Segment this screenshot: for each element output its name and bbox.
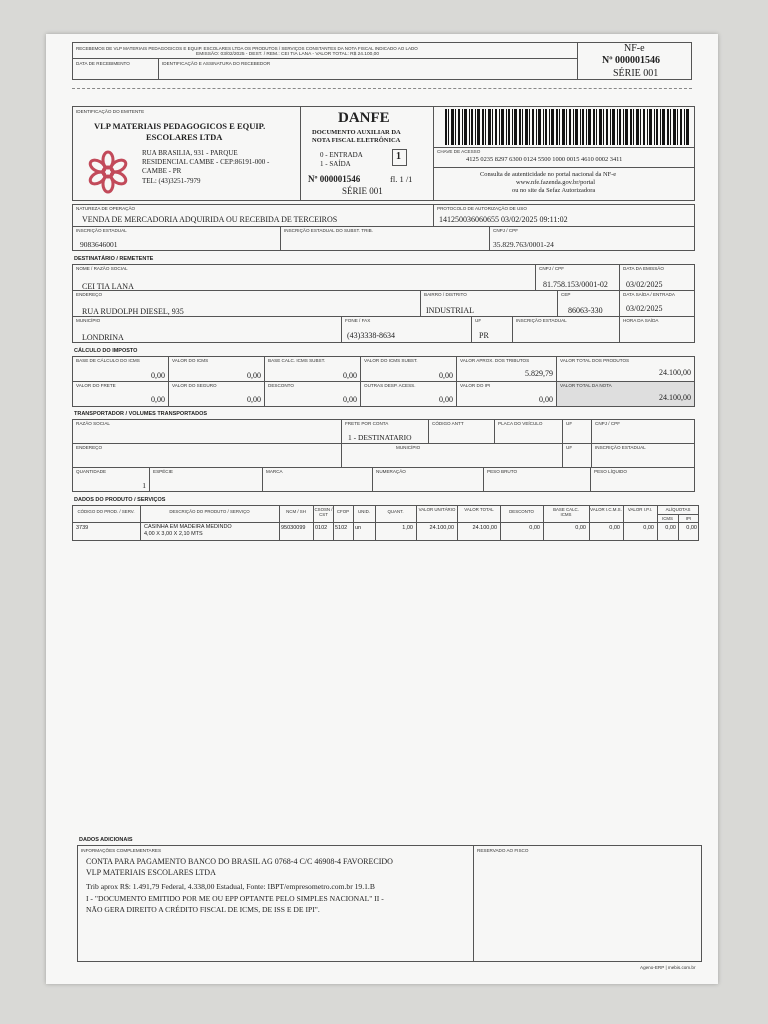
- row-cfop: 5102: [335, 525, 348, 531]
- col-aliq-ipi: IPI: [685, 516, 692, 521]
- cnpj-value: 35.829.763/0001-24: [493, 240, 554, 249]
- row-ipi: 0,00: [643, 525, 654, 531]
- tr-net-label: PESO LÍQUIDO: [594, 469, 627, 474]
- tr-uf-label: UF: [566, 421, 573, 426]
- rec-uf-label: UF: [475, 318, 482, 323]
- tax-freight-label: VALOR DO FRETE: [76, 383, 116, 388]
- tax-approx-label: VALOR APROX. DOS TRIBUTOS: [460, 358, 530, 363]
- tr-gross-label: PESO BRUTO: [487, 469, 518, 474]
- nature-label: NATUREZA DE OPERAÇÃO: [76, 206, 136, 211]
- row-ncm: 95030099: [281, 525, 306, 531]
- rec-district-label: BAIRRO / DISTRITO: [424, 292, 467, 297]
- tax-insurance: 0,00: [247, 395, 261, 404]
- tr-name-label: RAZÃO SOCIAL: [76, 421, 110, 426]
- danfe-series: SÉRIE 001: [342, 186, 383, 196]
- tr-qty: 1: [142, 481, 146, 490]
- access-key: 4125 0235 8297 6300 0124 5500 1000 0015 4610 0002 3411: [466, 156, 623, 163]
- tax-base-icms-label: BASE DE CÁLCULO DO ICMS: [76, 358, 140, 363]
- reserved-label: RESERVADO AO FISCO: [477, 848, 529, 853]
- issuer-name-line1: VLP MATERIAIS PEDAGOGICOS E EQUIP.: [94, 121, 266, 131]
- tax-approx: 5.829,79: [525, 369, 553, 378]
- row-base: 0,00: [575, 525, 586, 531]
- additional-info-label: INFORMAÇÕES COMPLEMENTARES: [81, 848, 162, 853]
- rec-emission-label: DATA DA EMISSÃO: [623, 266, 664, 271]
- col-code: CÓDIGO DO PROD. / SERV.: [77, 509, 135, 514]
- col-unit-value: VALOR UNITÁRIO: [418, 507, 456, 512]
- rec-exit-label: DATA SAÍDA / ENTRADA: [623, 292, 675, 297]
- tax-ipi: 0,00: [539, 395, 553, 404]
- access-consult3: ou no site da Sefaz Autorizadora: [512, 187, 596, 194]
- rec-address: RUA RUDOLPH DIESEL, 935: [82, 307, 184, 316]
- tr-uf2-label: UF: [566, 445, 573, 450]
- cnpj-label: CNPJ / CPF: [493, 228, 519, 233]
- rec-cnpj-label: CNPJ / CPF: [539, 266, 565, 271]
- col-base: BASE CALC. ICMS: [553, 507, 579, 517]
- tax-icms: 0,00: [247, 371, 261, 380]
- tax-other-label: OUTRAS DESP. ACESS.: [364, 383, 416, 388]
- receipt-header-line2: EMISSÃO: 03/02/2025 - DEST. / REM.: CEI TIA LANA - VALOR TOTAL: R$ 24.100,00: [196, 52, 379, 57]
- col-aliq-icms: ICMS: [662, 516, 673, 521]
- receipt-header-line1: RECEBEMOS DE VLP MATERIAIS PEDAGOGICOS E EQUIP. ESCOLARES LTDA OS PRODUTOS / SERVIÇOS CONSTANTES DA NOTA FISCAL INDICADO AO LADO: [76, 46, 418, 51]
- row-unit-value: 24.100,00: [429, 525, 454, 531]
- cut-line: [72, 88, 692, 89]
- tr-brand-label: MARCA: [266, 469, 283, 474]
- col-unit: UNID.: [358, 509, 370, 514]
- danfe-exit: 1 - SAÍDA: [320, 160, 351, 168]
- row-aliq-ipi: 0,00: [686, 525, 697, 531]
- rec-name-label: NOME / RAZÃO SOCIAL: [76, 266, 128, 271]
- issuer-addr-line1: RUA BRASILIA, 931 - PARQUE: [142, 149, 238, 157]
- tax-total: 24.100,00: [659, 393, 691, 402]
- rec-emission: 03/02/2025: [626, 280, 663, 289]
- additional-line2: VLP MATERIAIS ESCOLARES LTDA: [86, 868, 216, 877]
- rec-phone: (43)3338-8634: [347, 331, 395, 340]
- danfe-title: DANFE: [338, 110, 390, 126]
- col-discount: DESCONTO: [509, 509, 534, 514]
- receipt-nfe-series: SÉRIE 001: [613, 68, 659, 79]
- tax-icms-label: VALOR DO ICMS: [172, 358, 209, 363]
- rec-ie-label: INSCRIÇÃO ESTADUAL: [516, 318, 567, 323]
- rec-cep-label: CEP: [561, 292, 571, 297]
- tax-products-label: VALOR TOTAL DOS PRODUTOS: [560, 358, 630, 363]
- issuer-logo-icon: [85, 149, 131, 195]
- issuer-name-line2: ESCOLARES LTDA: [146, 132, 223, 142]
- tr-cnpj-label: CNPJ / CPF: [595, 421, 621, 426]
- tax-other: 0,00: [439, 395, 453, 404]
- rec-district: INDUSTRIAL: [426, 306, 474, 315]
- row-unit: un: [355, 525, 362, 531]
- ie-st-label: INSCRIÇÃO ESTADUAL DO SUBST. TRIB.: [284, 228, 373, 233]
- access-consult1: Consulta de autenticidade no portal nacional da NF-e: [480, 171, 617, 178]
- tr-ie-label: INSCRIÇÃO ESTADUAL: [595, 445, 646, 450]
- row-cst: 0102: [315, 525, 328, 531]
- row-discount: 0,00: [529, 525, 540, 531]
- row-aliq-icms: 0,00: [665, 525, 676, 531]
- rec-phone-label: FONE / FAX: [345, 318, 371, 323]
- rec-cnpj: 81.758.153/0001-02: [543, 280, 608, 289]
- receipt-date-label: DATA DE RECEBIMENTO: [76, 61, 130, 66]
- rec-name: CEI TIA LANA: [82, 282, 134, 291]
- transport-section: TRANSPORTADOR / VOLUMES TRANSPORTADOS: [74, 411, 208, 417]
- row-qty: 1,00: [402, 525, 413, 531]
- danfe-page: [46, 34, 718, 984]
- tax-base-st-label: BASE CALC. ICMS SUBST.: [268, 358, 326, 363]
- ie-label: INSCRIÇÃO ESTADUAL: [76, 228, 127, 233]
- tax-base-icms: 0,00: [151, 371, 165, 380]
- col-cst: CSOSN / CST: [314, 507, 333, 517]
- issuer-addr-line4: TEL: (43)3251-7979: [142, 177, 201, 185]
- receipt-nfe-label: NF-e: [624, 43, 645, 54]
- col-aliq: ALÍQUOTAS: [665, 507, 691, 512]
- rec-city: LONDRINA: [82, 333, 124, 342]
- additional-line3: Trib aprox R$: 1.491,79 Federal, 4.338,00 Estadual, Fonte: IBPT/empresometro.com.br 19.1.B: [86, 882, 375, 891]
- barcode-icon: [445, 109, 691, 145]
- danfe-number: Nº 000001546: [308, 174, 361, 184]
- danfe-type-value: 1: [396, 151, 401, 162]
- tr-plate-label: PLACA DO VEÍCULO: [498, 421, 543, 426]
- tax-discount: 0,00: [343, 395, 357, 404]
- tr-antt-label: CÓDIGO ANTT: [432, 421, 464, 426]
- footer-credit: Ageno-ERP | mebis.com.br: [640, 965, 696, 970]
- rec-exit-date: 03/02/2025: [626, 304, 663, 313]
- additional-line5: NÃO GERA DIREITO A CRÉDITO FISCAL DE ICMS, DE ISS E DE IPI".: [86, 905, 320, 914]
- tr-qty-label: QUANTIDADE: [76, 469, 107, 474]
- tax-discount-label: DESCONTO: [268, 383, 294, 388]
- receipt-nfe-number: Nº 000001546: [602, 55, 661, 66]
- tr-species-label: ESPÉCIE: [153, 469, 173, 474]
- row-desc2: 4,00 X 3,00 X 2,10 MTS: [144, 531, 203, 537]
- danfe-subtitle1: DOCUMENTO AUXILIAR DA: [312, 129, 401, 136]
- tax-icms-st: 0,00: [439, 371, 453, 380]
- col-ipi: VALOR I.P.I.: [627, 507, 653, 512]
- col-cfop: CFOP: [336, 509, 350, 514]
- products-section: DADOS DO PRODUTO / SERVIÇOS: [74, 497, 166, 503]
- tax-base-st: 0,00: [343, 371, 357, 380]
- protocol-value: 141250036060655 03/02/2025 09:11:02: [439, 215, 568, 224]
- tr-numbering-label: NUMERAÇÃO: [376, 469, 406, 474]
- tax-ipi-label: VALOR DO IPI: [460, 383, 491, 388]
- tr-address-label: ENDEREÇO: [76, 445, 103, 450]
- access-consult2: www.nfe.fazenda.gov.br/portal: [516, 179, 596, 186]
- col-desc: DESCRIÇÃO DO PRODUTO / SERVIÇO: [169, 509, 250, 514]
- tax-products: 24.100,00: [659, 368, 691, 377]
- danfe-subtitle2: NOTA FISCAL ELETRÔNICA: [312, 137, 401, 144]
- receipt-signature-label: IDENTIFICAÇÃO E ASSINATURA DO RECEBEDOR: [162, 61, 271, 66]
- rec-city-label: MUNICÍPIO: [76, 318, 101, 323]
- additional-section: DADOS ADICIONAIS: [79, 837, 133, 843]
- col-icms: VALOR I.C.M.S.: [590, 507, 622, 512]
- tax-total-label: VALOR TOTAL DA NOTA: [560, 383, 612, 388]
- row-desc1: CASINHA EM MADEIRA MEDINDO: [144, 524, 232, 530]
- col-qty: QUANT.: [387, 509, 404, 514]
- ie-value: 9083646001: [80, 240, 118, 249]
- tax-freight: 0,00: [151, 395, 165, 404]
- access-key-label: CHAVE DE ACESSO: [437, 149, 481, 154]
- tax-section: CÁLCULO DO IMPOSTO: [74, 348, 138, 354]
- danfe-entry: 0 - ENTRADA: [320, 151, 363, 159]
- issuer-section-label: IDENTIFICAÇÃO DO EMITENTE: [76, 109, 145, 114]
- row-code: 3739: [76, 525, 89, 531]
- additional-line4: I - "DOCUMENTO EMITIDO POR ME OU EPP OPTANTE PELO SIMPLES NACIONAL" II -: [86, 894, 384, 903]
- col-ncm: NCM / SH: [286, 509, 306, 514]
- tax-insurance-label: VALOR DO SEGURO: [172, 383, 217, 388]
- danfe-page: fl. 1 /1: [390, 174, 413, 184]
- additional-line1: CONTA PARA PAGAMENTO BANCO DO BRASIL AG 0768-4 C/C 46908-4 FAVORECIDO: [86, 857, 393, 866]
- row-total-value: 24.100,00: [472, 525, 497, 531]
- issuer-addr-line2: RESIDENCIAL CAMBE - CEP:86191-000 -: [142, 158, 270, 166]
- recipient-section: DESTINATÁRIO / REMETENTE: [74, 256, 154, 262]
- tr-city-label: MUNICÍPIO: [396, 445, 421, 450]
- rec-address-label: ENDEREÇO: [76, 292, 103, 297]
- tr-freight-label: FRETE POR CONTA: [345, 421, 389, 426]
- tax-icms-st-label: VALOR DO ICMS SUBST.: [364, 358, 418, 363]
- rec-time-label: HORA DA SAÍDA: [623, 318, 659, 323]
- reserved-box: [473, 845, 702, 962]
- rec-cep: 86063-330: [568, 306, 603, 315]
- protocol-label: PROTOCOLO DE AUTORIZAÇÃO DE USO: [437, 206, 527, 211]
- rec-uf: PR: [479, 331, 489, 340]
- row-icms: 0,00: [609, 525, 620, 531]
- issuer-addr-line3: CAMBE - PR: [142, 167, 182, 175]
- nature-value: VENDA DE MERCADORIA ADQUIRIDA OU RECEBIDA DE TERCEIROS: [82, 215, 338, 224]
- col-total-value: VALOR TOTAL: [464, 507, 494, 512]
- tr-freight: 1 - DESTINATARIO: [348, 433, 412, 442]
